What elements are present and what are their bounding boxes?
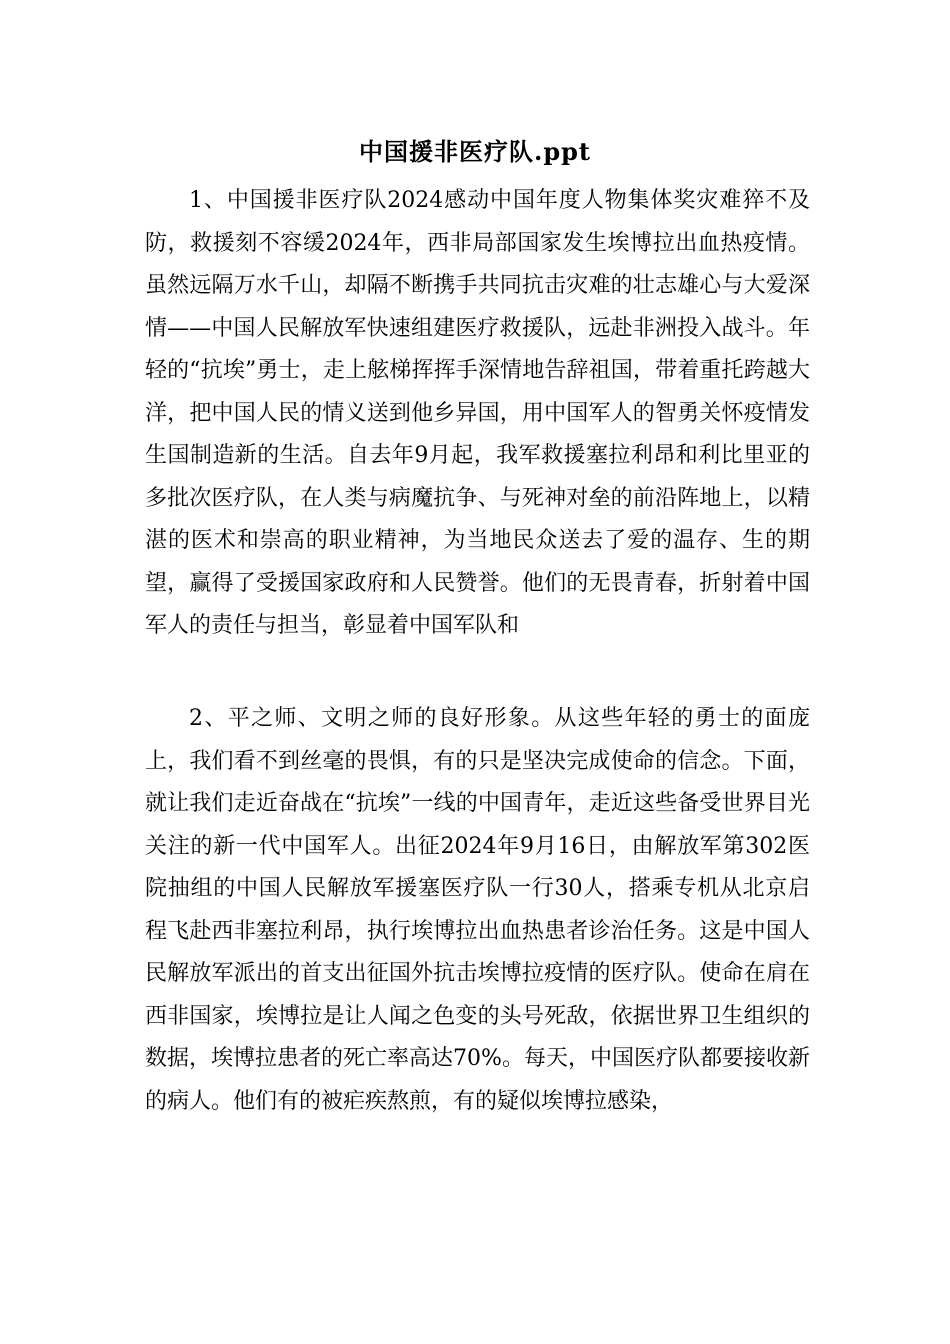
paragraph-1: 1、中国援非医疗队2024感动中国年度人物集体奖灾难猝不及防，救援刻不容缓2024年，西非局部国家发生埃博拉出血热疫情。虽然远隔万水千山，却隔不断携手共同抗击灾难的壮志雄心与大爱深情——中国人民解放军快速组建医疗救援队，远赴非洲投入战斗。年轻的“抗埃”勇士，走上舷梯挥挥手深情地告辞祖国，带着重托跨越大洋，把中国人民的情义送到他乡异国，用中国军人的智勇关怀疫情发生国制造新的生活。自去年9月起，我军救援塞拉利昂和利比里亚的多批次医疗队，在人类与病魔抗争、与死神对垒的前沿阵地上，以精湛的医术和崇高的职业精神，为当地民众送去了爱的温存、生的期望，赢得了受援国家政府和人民赞誉。他们的无畏青春，折射着中国军人的责任与担当，彰显着中国军队和 (145, 188, 810, 638)
document-title: 中国援非医疗队.ppt (358, 137, 591, 166)
paragraph-2: 2、平之师、文明之师的良好形象。从这些年轻的勇士的面庞上，我们看不到丝毫的畏惧，有的只是坚决完成使命的信念。下面，就让我们走近奋战在“抗埃”一线的中国青年，走近这些备受世界目光关注的新一代中国军人。出征2024年9月16日，由解放军第302医院抽组的中国人民解放军援塞医疗队一行30人，搭乘专机从北京启程飞赴西非塞拉利昂，执行埃博拉出血热患者诊治任务。这是中国人民解放军派出的首支出征国外抗击埃博拉疫情的医疗队。使命在肩在西非国家，埃博拉是让人闻之色变的头号死敌，依据世界卫生组织的数据，埃博拉患者的死亡率高达70%。每天，中国医疗队都要接收新的病人。他们有的被疟疾熬煎，有的疑似埃博拉感染， (145, 706, 810, 1114)
